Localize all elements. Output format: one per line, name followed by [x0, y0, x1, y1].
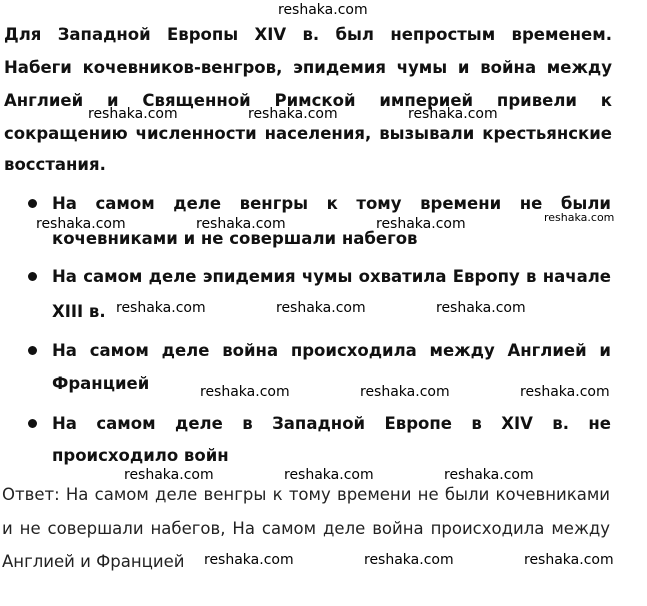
watermark: reshaka.com	[284, 467, 374, 483]
watermark: reshaka.com	[36, 216, 126, 232]
watermark: reshaka.com	[278, 2, 368, 18]
bullet-dot-icon	[28, 346, 37, 355]
bullet-line: На самом деле эпидемия чумы охватила Европу в начале	[52, 267, 611, 286]
paragraph-line: Англией и Священной Римской империей привели к	[4, 91, 612, 110]
watermark: reshaka.com	[204, 552, 294, 568]
watermark: reshaka.com	[520, 384, 610, 400]
answer-line: и не совершали набегов, На самом деле война происходила между	[2, 519, 610, 538]
bullet-line: XIII в.	[52, 302, 106, 321]
watermark: reshaka.com	[88, 106, 178, 122]
watermark: reshaka.com	[200, 384, 290, 400]
bullet-line: кочевниками и не совершали набегов	[52, 229, 418, 248]
watermark: reshaka.com	[544, 211, 615, 224]
bullet-line: На самом деле венгры к тому времени не были	[52, 194, 611, 213]
paragraph-line: Для Западной Европы XIV в. был непростым временем.	[4, 25, 612, 44]
watermark: reshaka.com	[276, 300, 366, 316]
watermark: reshaka.com	[124, 467, 214, 483]
watermark: reshaka.com	[376, 216, 466, 232]
watermark: reshaka.com	[444, 467, 534, 483]
bullet-line: Францией	[52, 374, 150, 393]
watermark: reshaka.com	[364, 552, 454, 568]
bullet-line: На самом деле война происходила между Англией и	[52, 341, 611, 360]
paragraph-line: восстания.	[4, 155, 106, 174]
watermark: reshaka.com	[524, 552, 614, 568]
bullet-line: На самом деле в Западной Европе в XIV в. не	[52, 414, 611, 433]
bullet-dot-icon	[28, 419, 37, 428]
bullet-dot-icon	[28, 272, 37, 281]
watermark: reshaka.com	[196, 216, 286, 232]
paragraph-line: Набеги кочевников-венгров, эпидемия чумы и война между	[4, 58, 612, 77]
watermark: reshaka.com	[408, 106, 498, 122]
bullet-dot-icon	[28, 199, 37, 208]
watermark: reshaka.com	[360, 384, 450, 400]
bullet-line: происходило войн	[52, 446, 229, 465]
watermark: reshaka.com	[248, 106, 338, 122]
answer-line: Ответ: На самом деле венгры к тому времени не были кочевниками	[2, 485, 610, 504]
watermark: reshaka.com	[436, 300, 526, 316]
answer-line: Англией и Францией	[2, 552, 185, 571]
watermark: reshaka.com	[116, 300, 206, 316]
paragraph-line: сокращению численности населения, вызывали крестьянские	[4, 124, 612, 143]
